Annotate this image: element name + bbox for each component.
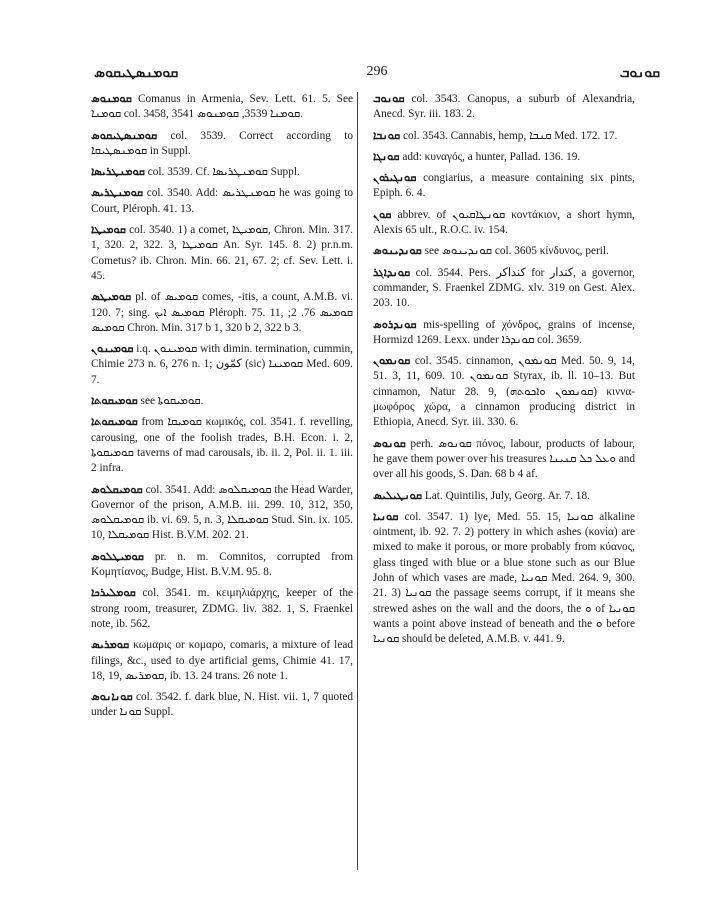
dictionary-entry xyxy=(373,129,635,144)
entry-text: Comanus in Armenia, Sev. Lett. 61. 5. See ܩܘܡܢܐ col. 3458, ܩܘܡܢܐ 3539, ܩܘܡܢܘܣ 3541. xyxy=(91,93,353,121)
entry-headword: ܩܘܡܠܝܪܟܐ xyxy=(91,587,136,600)
entry-text: col. 3542. f. dark blue, N. Hist. vii. 1, 7 quoted under ܩܘܢܐ Suppl. xyxy=(91,691,353,719)
entry-headword: ܩܘܡܝܩܘܬܐ xyxy=(91,416,138,429)
entry-text: col. 3543. Canopus, a suburb of Alexandria, Anecd. Syr. iii. 183. 2. xyxy=(373,93,636,121)
entry-headword: ܩܘܡܢܣܛܝܩܘܣ xyxy=(91,129,158,142)
entry-text: col. 3541. m. κειμηλιάρχης, keeper of the strong room, treasurer, ZDMG. liv. 382. 1, S. Fraenkel note, ib. 562. xyxy=(91,587,353,630)
running-head xyxy=(94,64,660,88)
dictionary-entry xyxy=(373,318,635,349)
entry-text: col. 3539. Cf. ܩܘܡܢܛܪܝܣܐ Suppl. xyxy=(147,166,300,179)
entry-text: from ܩܘܡܝܩܐ κωμικός, col. 3541. f. revelling, carousing, one of the foolish trades, B.H. Econ. i. 2, ܩܘܡܝܩܘܬܐ taverns of mad carousals, ib. ii. 2, Pol. ii. 1. iii. 2 infra. xyxy=(91,416,353,475)
entry-text: i.q. ܩܘܡܝܢܘܢ with dimin. termination, cummin, Chimie 273 n. 6, 276 n. 1; كمّون (sic) ܩܘܡܝܢܐ Med. 609. 7. xyxy=(91,343,353,386)
entry-text: congiarius, a measure containing six pints, Epiph. 6. 4. xyxy=(373,172,635,200)
entry-text: col. 3547. 1) lye, Med. 55. 15, ܩܘܢܝܐ alkaline ointment, ib. 92. 7. 2) pottery in which ashes (κονία) are mixed to make it porous, or more probably from κύανος, glass tinged with blue or a blue stone such as our Blue John of which vases are made, ܩܘܢܝܐ Med. 264. 9, 300. 21. 3) ܩܘܢܝܐ the passage seems corrupt, if it means she strewed ashes on the wall and the doors, the ܘ of ܩܘܢܝܐ wants a point above instead of beneath and the ܘ before ܩܘܢܝܐ should be deleted, A.M.B. v. 441. 9. xyxy=(373,510,635,646)
dictionary-entry xyxy=(373,244,635,259)
dictionary-entry xyxy=(373,437,635,483)
dictionary-entry xyxy=(91,586,353,632)
dictionary-entry xyxy=(373,150,635,165)
dictionary-entry xyxy=(91,394,353,409)
dictionary-entry xyxy=(373,489,635,504)
right-column xyxy=(373,92,635,654)
running-head-right: ܩܘܢܘܒ xyxy=(619,66,660,81)
entry-text: pr. n. m. Comnitos, corrupted from Κομητίανος, Budge, Hist. B.V.M. 95. 8. xyxy=(91,550,354,579)
entry-text: perh. ܩܘܢܘܣ πόνος, labour, products of labour, he gave them power over his treasures ܘܥܠ ܟܠ ܩܢܝܢܐ and over all his goods, S. Dan. 68 b 4 af. xyxy=(373,437,636,481)
entry-headword: ܩܘܡܝܛܐ xyxy=(91,224,126,237)
entry-headword: ܩܘܢܘܣ xyxy=(373,437,406,450)
dictionary-entry xyxy=(91,290,353,336)
entry-text: add: κυναγός, a hunter, Pallad. 136. 19. xyxy=(402,150,581,163)
entry-headword: ܩܘܢܕܝܢܘܣ xyxy=(373,245,422,258)
entry-headword: ܩܘܡܪܝܣ xyxy=(91,639,130,652)
entry-text: col. 3543. Cannabis, hemp, ܩܢܒܐ Med. 172. 17. xyxy=(402,129,618,142)
dictionary-entry xyxy=(373,171,635,202)
entry-headword: ܩܘܢܓܝܪܘܢ xyxy=(373,172,417,185)
dictionary-entry xyxy=(91,129,353,160)
entry-text: col. 3540. 1) a comet, ܩܘܡܝܛܐ, Chron. Min. 317. 1, 320. 2, 322. 3, ܩܘܡܝܛܐ An. Syr. 145. 8. 2) pr.n.m. Cometus? ib. Chron. Min. 66. 21, 67. 2; cf. Sev. Lett. i. 45. xyxy=(91,224,353,282)
entry-text: mis-spelling of χόνδρος, grains of incense, Hormizd 1269. Lexx. under ܩܘܢܕܪܐ col. 3659. xyxy=(373,318,635,346)
entry-headword: ܩܘܡܢܛܪܝܣܐ xyxy=(91,166,145,179)
dictionary-entry xyxy=(91,165,353,180)
entry-headword: ܩܘܢܡܘܢ xyxy=(373,355,411,368)
entry-headword: ܩܘܡܝܛܣ xyxy=(91,291,132,304)
entry-text: see ܩܘܢܕܝܢܘܣ col. 3605 κίνδυνος, peril. xyxy=(424,245,609,258)
entry-headword: ܩܘܢܕܪܘܣ xyxy=(373,318,417,331)
dictionary-entry xyxy=(373,266,635,312)
entry-headword: ܩܘܡܢܘܣ xyxy=(91,93,132,105)
entry-text: κωμαρις or κομαρο, comaris, a mixture of lead filings, &c., used to dye artificial gems, Chimie 41. 17, 18, 19, ܩܘܡܪܝܣ, ib. 13. 24 trans. 26 note 1. xyxy=(91,639,353,682)
entry-headword: ܩܘܢ xyxy=(373,208,392,221)
entry-headword: ܩܘܢܘܒ xyxy=(373,93,405,105)
entry-headword: ܩܘܡܝܩܘܬܐ xyxy=(91,395,138,408)
dictionary-entry xyxy=(91,186,353,217)
dictionary-entry xyxy=(91,342,353,388)
dictionary-entry xyxy=(91,415,353,476)
dictionary-entry xyxy=(91,92,353,123)
entry-headword: ܩܘܢܒܐ xyxy=(373,129,401,142)
entry-text: col. 3541. Add: ܩܘܡܝܩܠܘܣ the Head Warder, Governor of the prison, A.M.B. iii. 299. 10, 312, 350, ܩܘܡܝܩܠܘܣ ib. vi. 69. 5, n. 3, ܩܘܡܝܩܠܐ Stud. Sin. ix. 105. 10, ܩܘܡܝܩܠܐ Hist. B.V.M. 202. 21. xyxy=(91,483,353,542)
entry-text: col. 3544. Pers. كنداكر for كندار, a governor, commander, S. Fraenkel ZDMG. xlv. 319 on Gest. Alex. 203. 10. xyxy=(373,266,636,310)
left-column xyxy=(91,92,353,727)
entry-headword: ܩܘܢܓܐ xyxy=(373,150,400,163)
entry-headword: ܩܘܡܢܛܪܝܣ xyxy=(91,187,143,200)
dictionary-entry xyxy=(91,483,353,544)
entry-headword: ܩܘܡܝܢܘܢ xyxy=(91,343,134,356)
entry-text: col. 3539. Correct according to ܩܘܡܢܣܛܝܩܐ in Suppl. xyxy=(91,129,353,157)
dictionary-entry xyxy=(91,638,353,684)
dictionary-entry xyxy=(91,223,353,284)
entry-headword: ܩܘܢܛܝܠܝܣ xyxy=(373,489,423,502)
page-number: 296 xyxy=(366,64,388,79)
entry-text: col. 3540. Add: ܩܘܡܢܛܪܝܣ he was going to Court, Pléroph. 41. 13. xyxy=(91,187,353,215)
dictionary-entry xyxy=(373,354,635,430)
entry-headword: ܩܘܢܕܐܓܪ xyxy=(373,266,411,279)
entry-headword: ܩܘܡܝܛܠܘܣ xyxy=(91,550,144,563)
running-head-left: ܩܘܡܢܣܛܝܩܘܣ xyxy=(94,66,179,81)
dictionary-entry xyxy=(373,510,635,648)
entry-headword: ܩܘܢܝܐ xyxy=(373,510,399,523)
entry-text: abbrev. of ܩܘܢܛܐܩܝܘܢ κοντάκιον, a short hymn, Alexis 65 ult., R.O.C. iv. 154. xyxy=(373,208,636,237)
entry-text: pl. of ܩܘܡܝܣ comes, -itis, a count, A.M.B. vi. 120. 7; sing. ܩܘܡܝܣ ܐܝܟ Pléroph. 75. 11, ܩܘܡܝܣ 76. 2; ܩܘܡܝܣ Chron. Min. 317 b 1, 320 b 2, 322 b 3. xyxy=(91,291,353,334)
entry-headword: ܩܘܢܐܢܘܣ xyxy=(91,691,133,704)
dictionary-entry xyxy=(91,550,353,581)
entry-text: Lat. Quintilis, July, Georg. Ar. 7. 18. xyxy=(424,489,590,502)
entry-headword: ܩܘܡܝܩܠܘܣ xyxy=(91,483,143,496)
entry-text: see ܩܘܡܝܩܘܬܐ. xyxy=(140,395,204,408)
column-divider xyxy=(357,92,358,870)
dictionary-entry xyxy=(373,208,635,239)
entry-text: col. 3545. cinnamon, ܩܘܢܡܘܢ Med. 50. 9, 14, 51. 3, 11, 609. 10. ܩܘܢܡܘܢ Styrax, ib. ll. 10–13. But cinnamon, Natur 28. 9, (ܩܘܢܡܘܢ ܘܐܟܘܬܗ) κιννα-μωφόρος χώρα, a cinnamon producing district in Ethiopia, Anecd. Syr. iii. 330. 6. xyxy=(373,355,636,429)
dictionary-entry xyxy=(91,690,353,721)
dictionary-entry xyxy=(373,92,635,123)
